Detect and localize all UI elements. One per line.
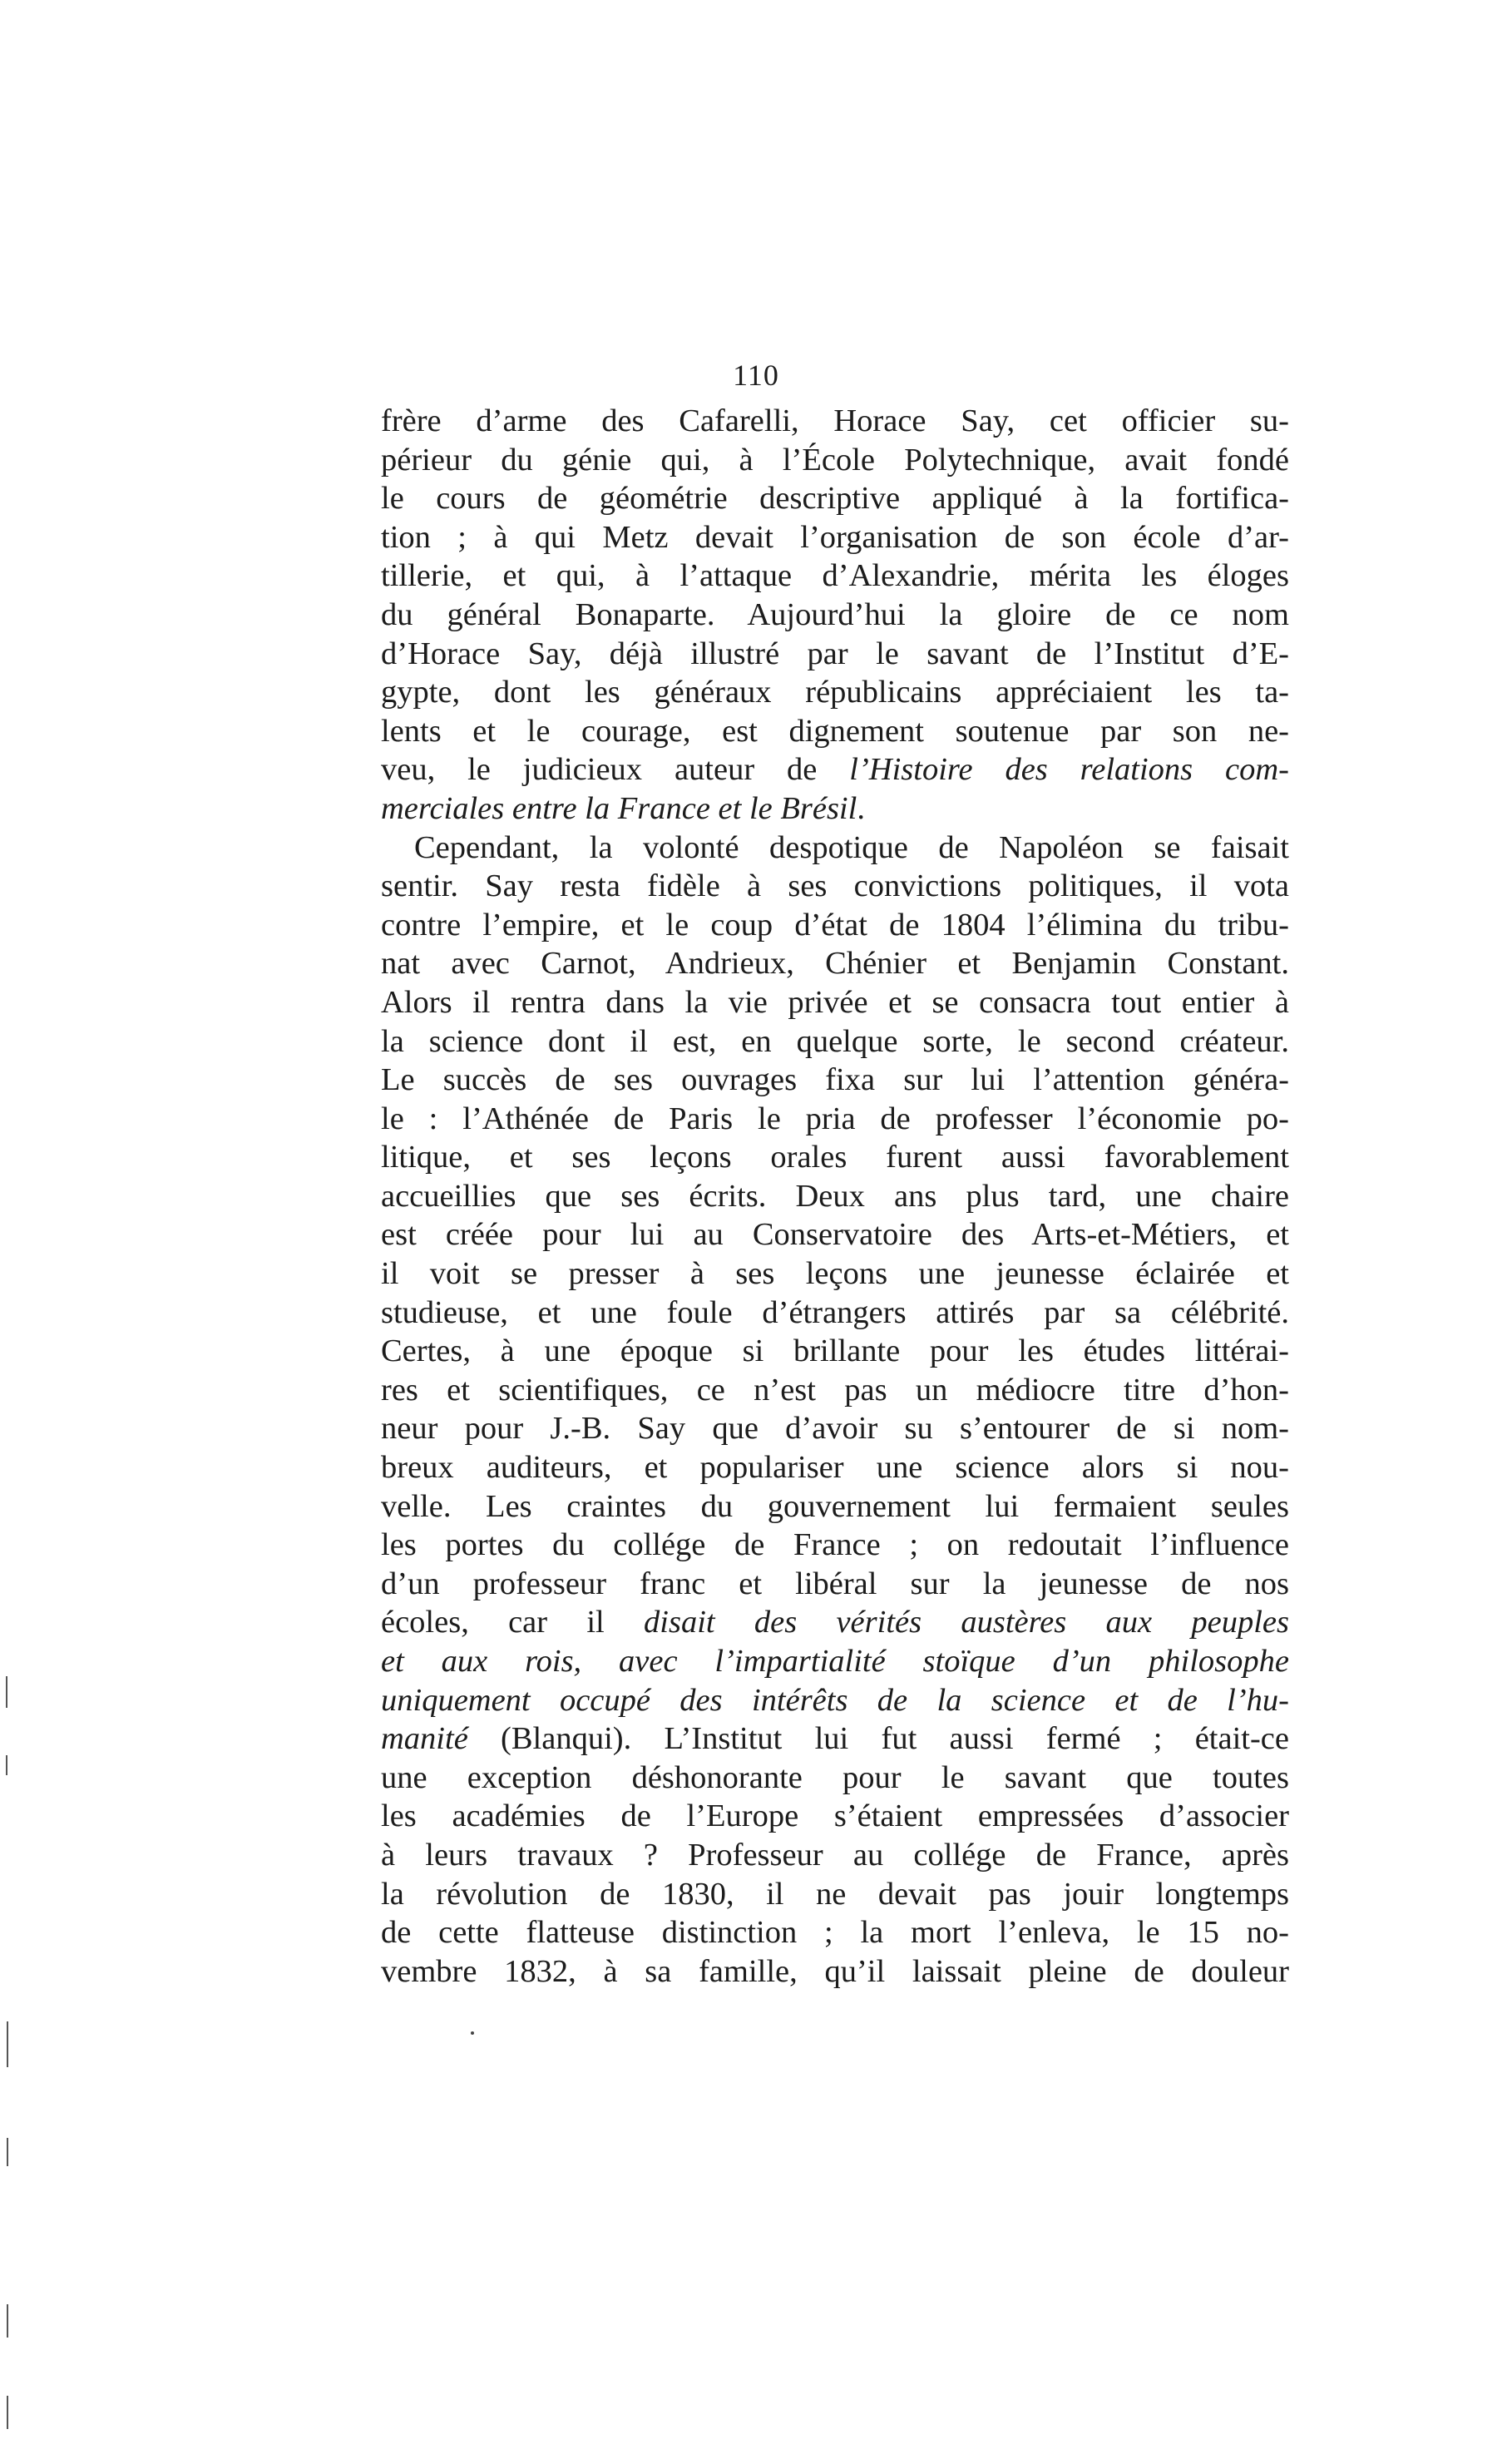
text-line: lents et le courage, est dignement soutenue par son ne-: [381, 713, 1289, 749]
scan-artifact: [7, 2138, 8, 2166]
scan-artifact: [7, 2396, 8, 2429]
text-line: d’un professeur franc et libéral sur la jeunesse de nos: [381, 1566, 1289, 1601]
italic-title: l’Histoire des relations com-: [849, 752, 1289, 788]
text-line: manité (Blanqui). L’Institut lui fut aussi fermé ; était-ce: [381, 1721, 1289, 1757]
text-line: Alors il rentra dans la vie privée et se consacra tout entier à: [381, 984, 1289, 1020]
text-line: tion ; à qui Metz devait l’organisation de son école d’ar-: [381, 519, 1289, 555]
text-line: Le succès de ses ouvrages fixa sur lui l’attention généra-: [381, 1062, 1289, 1098]
italic-title: merciales entre la France et le Brésil: [381, 790, 857, 826]
text-line: périeur du génie qui, à l’École Polytechnique, avait fondé: [381, 442, 1289, 477]
text-line: les académies de l’Europe s’étaient empressées d’associer: [381, 1798, 1289, 1834]
text-line: à leurs travaux ? Professeur au collége de France, après: [381, 1837, 1289, 1873]
text-line: il voit se presser à ses leçons une jeunesse éclairée et: [381, 1256, 1289, 1292]
text-line: veu, le judicieux auteur de l’Histoire des relations com-: [381, 752, 1289, 788]
text-line: nat avec Carnot, Andrieux, Chénier et Benjamin Constant.: [381, 946, 1289, 982]
text-line: frère d’arme des Cafarelli, Horace Say, cet officier su-: [381, 403, 1289, 438]
text-line: contre l’empire, et le coup d’état de 1804 l’élimina du tribu-: [381, 907, 1289, 942]
text-line: les portes du collége de France ; on redoutait l’influence: [381, 1527, 1289, 1563]
text-line: studieuse, et une foule d’étrangers attirés par sa célébrité.: [381, 1294, 1289, 1330]
text-line: de cette flatteuse distinction ; la mort l’enleva, le 15 no-: [381, 1915, 1289, 1951]
text-line: neur pour J.-B. Say que d’avoir su s’entourer de si nom-: [381, 1411, 1289, 1447]
scan-speck: [471, 2031, 474, 2035]
text-line: accueillies que ses écrits. Deux ans plus tard, une chaire: [381, 1178, 1289, 1214]
text-line: res et scientifiques, ce n’est pas un médiocre titre d’hon-: [381, 1372, 1289, 1408]
text-line: sentir. Say resta fidèle à ses convictions politiques, il vota: [381, 868, 1289, 904]
text-line: vembre 1832, à sa famille, qu’il laissait pleine de douleur: [381, 1953, 1289, 1989]
text-line: d’Horace Say, déjà illustré par le savant de l’Institut d’E-: [381, 636, 1289, 671]
text-line: [381, 1642, 1289, 1681]
text-line: écoles, car il disait des vérités austères aux peuples: [381, 1605, 1289, 1640]
text-line: est créée pour lui au Conservatoire des Arts-et-Métiers, et: [381, 1217, 1289, 1253]
text-line: la science dont il est, en quelque sorte, le second créateur.: [381, 1023, 1289, 1059]
text-line: breux auditeurs, et populariser une science alors si nou-: [381, 1450, 1289, 1486]
text-line: litique, et ses leçons orales furent aussi favorablement: [381, 1140, 1289, 1175]
text-line: la révolution de 1830, il ne devait pas jouir longtemps: [381, 1876, 1289, 1912]
scan-artifact: [7, 2021, 8, 2067]
scan-artifact: [7, 2304, 8, 2338]
scan-artifact: [6, 1755, 7, 1775]
italic-quote: uniquement occupé des intérêts de la science et de l’hu-: [381, 1682, 1289, 1718]
text-line: du général Bonaparte. Aujourd’hui la gloire de ce nom: [381, 596, 1289, 632]
text-line: [381, 1681, 1289, 1720]
text-line: gypte, dont les généraux républicains appréciaient les ta-: [381, 675, 1289, 710]
text-line: Certes, à une époque si brillante pour les études littérai-: [381, 1333, 1289, 1369]
text-line: une exception déshonorante pour le savant que toutes: [381, 1759, 1289, 1795]
text-line: le cours de géométrie descriptive appliqué à la fortifica-: [381, 481, 1289, 517]
italic-quote: et aux rois, avec l’impartialité stoïque d’un philosophe: [381, 1644, 1289, 1679]
text-line: tillerie, et qui, à l’attaque d’Alexandrie, mérita les éloges: [381, 558, 1289, 594]
italic-quote: manité: [381, 1721, 468, 1757]
text-line: merciales entre la France et le Brésil.: [381, 790, 865, 826]
paragraph-start-line: Cependant, la volonté despotique de Napoléon se faisait: [414, 829, 1289, 865]
text-line: le : l’Athénée de Paris le pria de professer l’économie po-: [381, 1101, 1289, 1136]
italic-quote: disait des vérités austères aux peuples: [644, 1605, 1289, 1640]
scan-artifact: [6, 1676, 7, 1708]
page-number: 110: [733, 359, 779, 392]
body-text: [381, 402, 1289, 1991]
text-line: velle. Les craintes du gouvernement lui fermaient seules: [381, 1488, 1289, 1524]
